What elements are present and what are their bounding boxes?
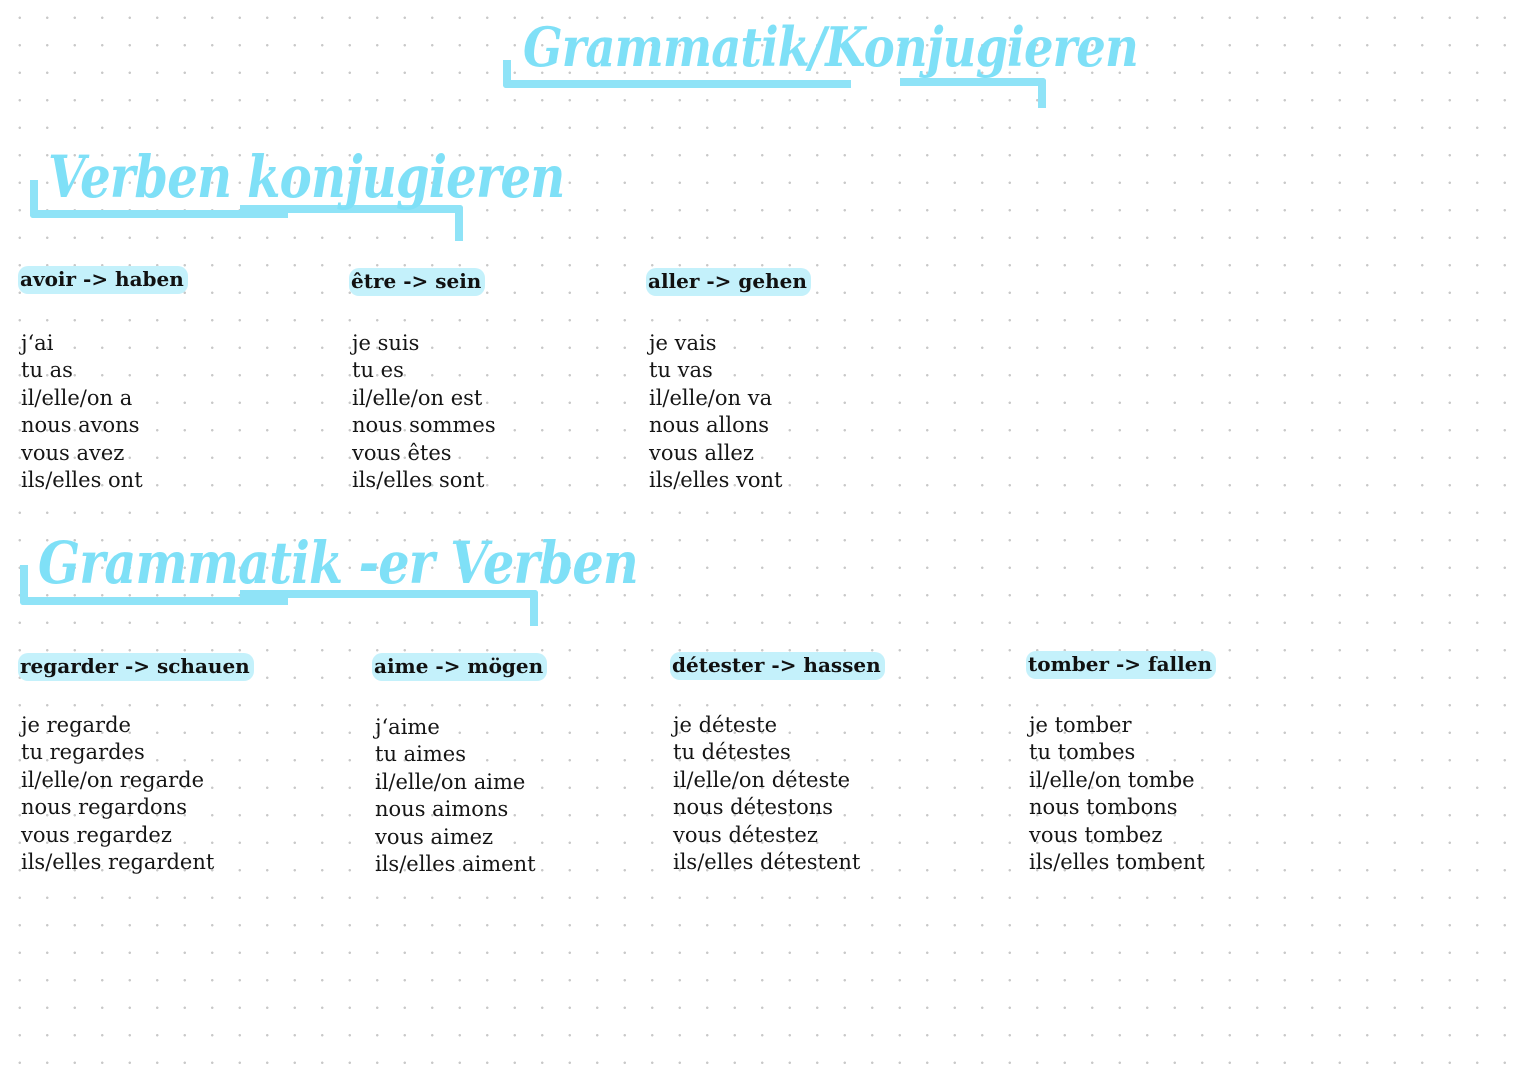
list-item: il/elle/on va [649,385,773,410]
list-item: ils/elles sont [352,468,485,493]
list-item: je suis [352,331,420,355]
verb-block-etre [349,268,496,494]
list-item: il/elle/on déteste [673,767,851,792]
conjugation-list [21,330,188,494]
list-item: il/elle/on a [21,385,133,410]
page-title: Grammatik/Konjugieren [523,15,1138,79]
list-item: nous avons [21,413,140,438]
list-item: vous tombez [1029,822,1163,847]
verb-title: regarder -> schauen [18,653,254,681]
list-item: tu aimes [375,742,466,767]
list-item: nous aimons [375,797,509,822]
verb-block-detester [670,652,885,876]
verb-title: aime -> mögen [372,653,547,681]
title-bracket-right [900,78,1046,108]
conjugation-list [649,330,811,494]
verb-title: tomber -> fallen [1026,651,1216,679]
list-item: je tomber [1029,713,1132,737]
list-item: je déteste [673,713,777,737]
list-item: ils/elles tombent [1029,850,1205,875]
list-item: nous regardons [21,795,188,820]
list-item: vous allez [649,440,754,465]
list-item: je vais [649,331,717,355]
list-item: vous détestez [673,822,818,847]
list-item: ils/elles détestent [673,850,861,875]
verb-title: avoir -> haben [18,266,188,294]
conjugation-list [21,712,254,876]
conjugation-list [1029,712,1216,876]
list-item: tu tombes [1029,740,1136,765]
list-item: il/elle/on tombe [1029,767,1195,792]
list-item: vous êtes [352,440,452,465]
list-item: ils/elles aiment [375,852,536,877]
list-item: il/elle/on est [352,385,483,410]
section2-heading: Grammatik -er Verben [38,529,638,597]
list-item: ils/elles ont [21,468,143,493]
list-item: tu vas [649,358,713,383]
verb-block-regarder [18,653,254,876]
conjugation-list [352,330,496,494]
verb-block-avoir [18,266,188,494]
list-item: tu as [21,358,73,383]
list-item: tu détestes [673,740,791,765]
list-item: je regarde [21,713,131,737]
verb-title: détester -> hassen [670,652,885,680]
verb-title: aller -> gehen [646,268,811,296]
list-item: j‘aime [375,715,440,739]
conjugation-list [375,714,547,878]
list-item: j‘ai [21,331,54,355]
conjugation-list [673,712,885,876]
list-item: ils/elles vont [649,468,783,493]
verb-title: être -> sein [349,268,485,296]
list-item: vous avez [21,440,125,465]
list-item: il/elle/on aime [375,769,526,794]
list-item: nous tombons [1029,795,1178,820]
list-item: nous allons [649,413,770,438]
verb-block-aime [372,653,547,878]
list-item: tu es [352,358,404,383]
section1-heading: Verben konjugieren [48,143,565,211]
verb-block-tomber [1026,651,1216,876]
list-item: nous détestons [673,795,834,820]
list-item: tu regardes [21,740,145,765]
list-item: vous aimez [375,824,494,849]
list-item: nous sommes [352,413,496,438]
list-item: vous regardez [21,822,172,847]
list-item: ils/elles regardent [21,850,215,875]
list-item: il/elle/on regarde [21,767,205,792]
verb-block-aller [646,268,811,494]
